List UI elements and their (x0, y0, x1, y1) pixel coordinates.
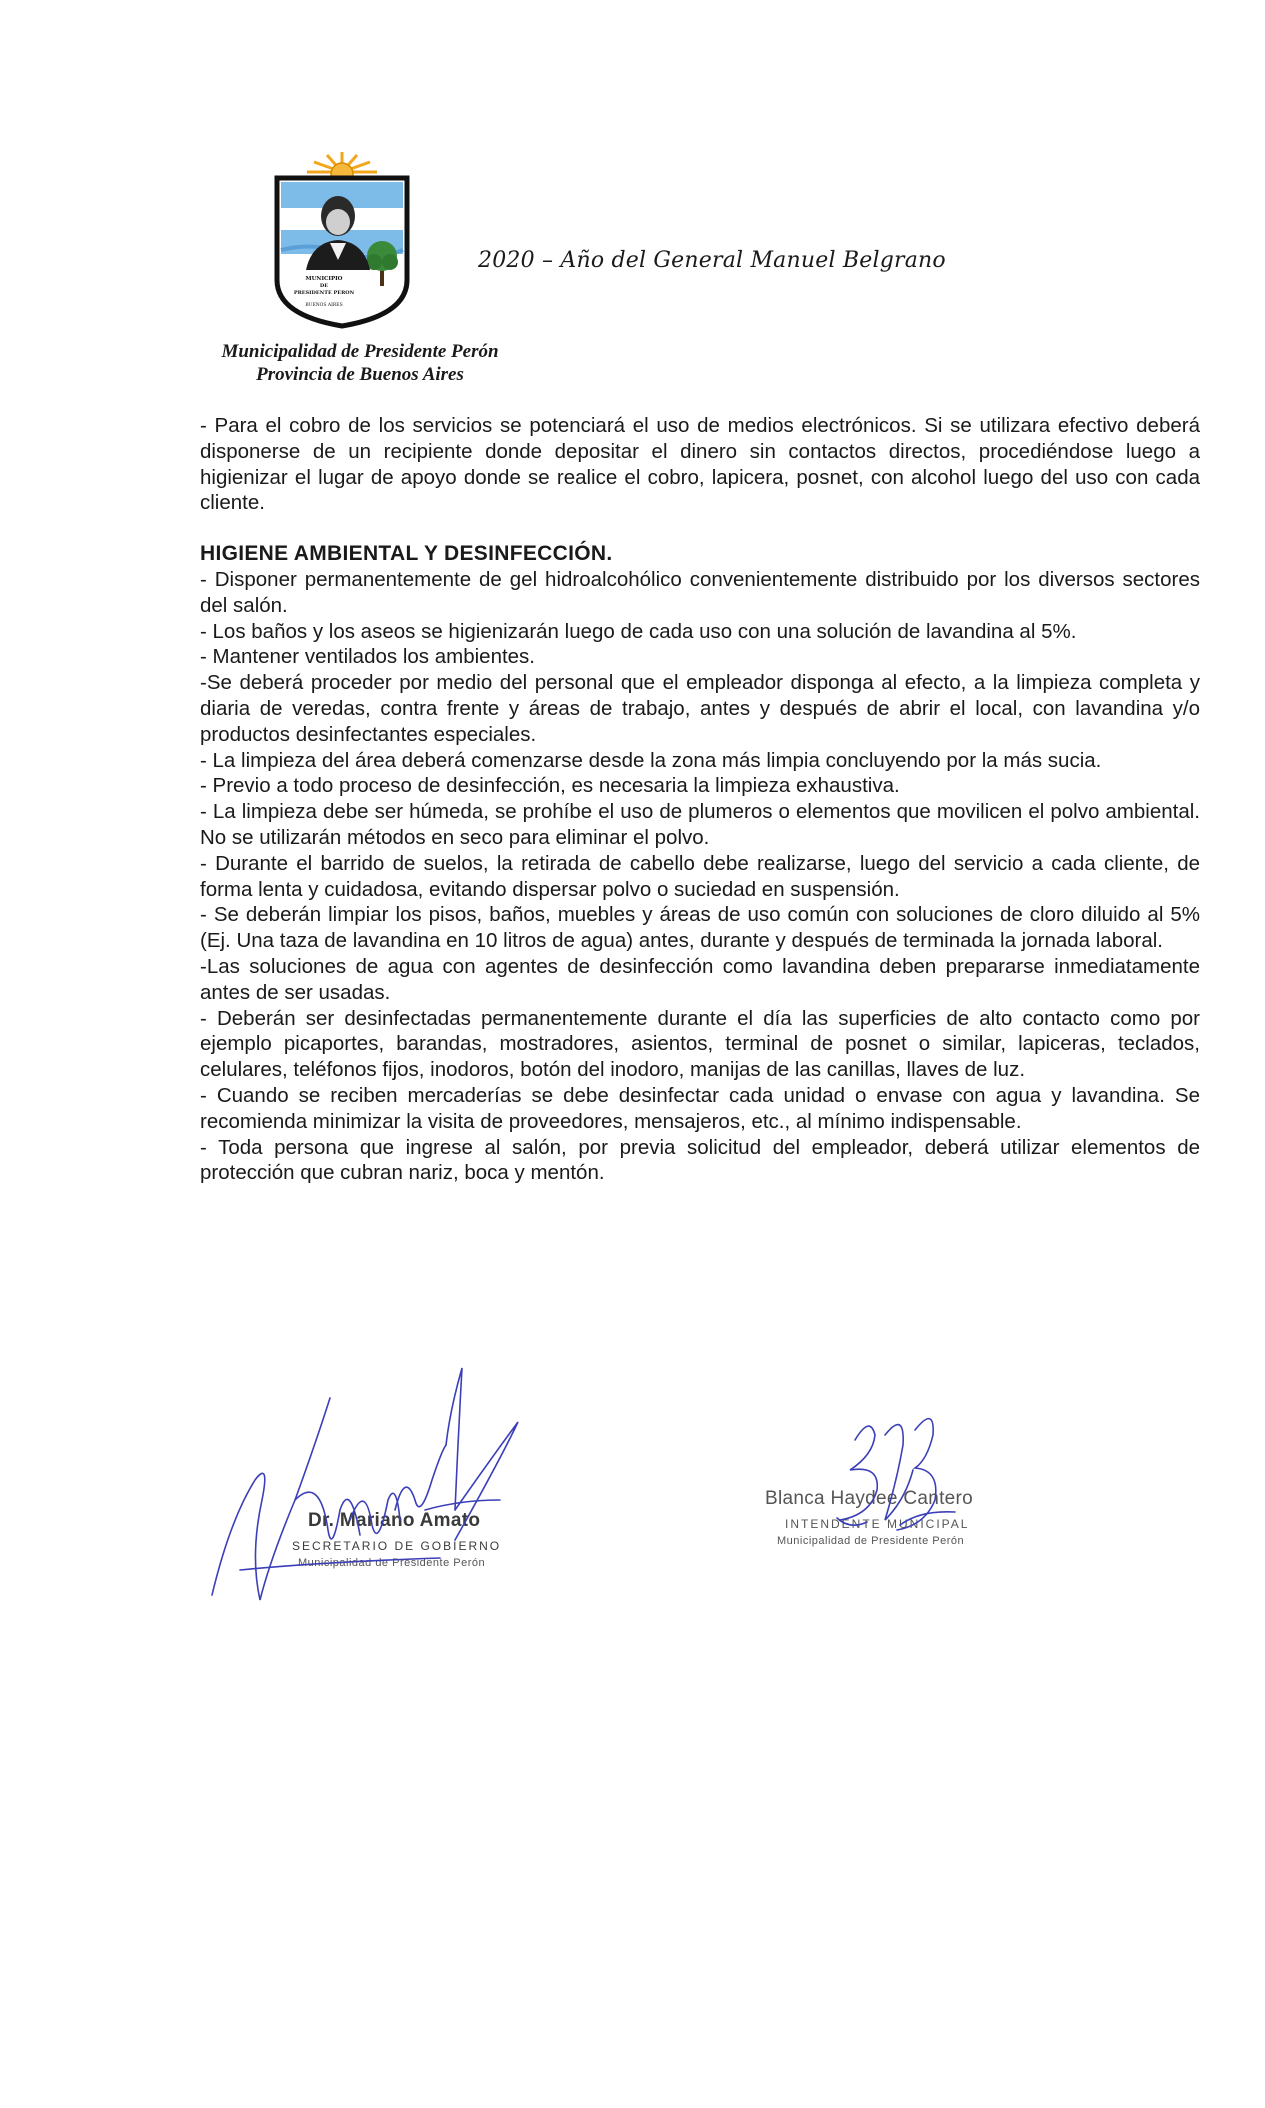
signature-block-secretary (200, 1350, 620, 1620)
list-item: -Las soluciones de agua con agentes de desinfección como lavandina deben prepararse inmediatamente antes de ser usadas. (200, 954, 1200, 1004)
svg-text:MUNICIPIO: MUNICIPIO (305, 276, 343, 282)
svg-text:BUENOS AIRES: BUENOS AIRES (305, 303, 343, 308)
list-item: - Durante el barrido de suelos, la retirada de cabello debe realizarse, luego del servicio a cada cliente, de forma lenta y cuidadosa, evitando dispersar polvo o suciedad en suspensión. (200, 851, 1200, 901)
svg-text:DE: DE (319, 283, 329, 289)
list-item: - Toda persona que ingrese al salón, por previa solicitud del empleador, deberá utilizar elementos de protección que cubran nariz, boca y mentón. (200, 1135, 1200, 1185)
list-item: - Mantener ventilados los ambientes. (200, 645, 536, 669)
handwritten-signature-icon (200, 1350, 620, 1620)
document-body (200, 413, 1200, 1186)
section-heading: HIGIENE AMBIENTAL Y DESINFECCIÓN. (200, 542, 613, 566)
list-item: - Deberán ser desinfectadas permanentemente durante el día las superficies de alto contacto como por ejemplo picaportes, barandas, mostradores, asientos, terminal de posnet o similar, lapiceras, teclados, celulares, teléfonos fijos, inodoros, botón del inodoro, manijas de las canillas, llaves de luz. (200, 1006, 1200, 1082)
list-item: - Cuando se reciben mercaderías se debe desinfectar cada unidad o envase con agua y lavandina. Se recomienda minimizar la visita de proveedores, mensajeros, etc., al mínimo indispensable. (200, 1083, 1200, 1133)
signatory-role: INTENDENTE MUNICIPAL (785, 1517, 970, 1531)
list-item: - Disponer permanentemente de gel hidroalcohólico convenientemente distribuido por los diversos sectores del salón. (200, 567, 1200, 617)
intro-paragraph: - Para el cobro de los servicios se potenciará el uso de medios electrónicos. Si se utilizara efectivo deberá disponerse de un recipiente donde depositar el dinero sin contactos directos, procediéndose luego a higienizar el lugar de apoyo donde se realice el cobro, lapicera, posnet, con alcohol luego del uso con cada cliente. (200, 414, 1200, 515)
list-item: -Se deberá proceder por medio del personal que el empleador disponga al efecto, a la limpieza completa y diaria de veredas, contra frente y áreas de trabajo, antes y después de abrir el local, con lavandina y/o productos desinfectantes especiales. (200, 671, 1200, 746)
signature-block-mayor (755, 1400, 1015, 1600)
signatory-name: Blanca Haydee Cantero (765, 1488, 974, 1509)
signatory-role: SECRETARIO DE GOBIERNO (292, 1539, 502, 1553)
signatory-name: Dr. Mariano Amato (308, 1510, 481, 1531)
signatory-organization: Municipalidad de Presidente Perón (298, 1557, 486, 1569)
municipality-name: Municipalidad de Presidente Perón (221, 341, 499, 362)
list-item: - Previo a todo proceso de desinfección, es necesaria la limpieza exhaustiva. (200, 774, 900, 798)
list-item: - Se deberán limpiar los pisos, baños, muebles y áreas de uso común con soluciones de cloro diluido al 5% (Ej. Una taza de lavandina en 10 litros de agua) antes, durante y después de terminada la jornada laboral. (200, 903, 1200, 953)
list-item: - La limpieza del área deberá comenzarse desde la zona más limpia concluyendo por la más sucia. (200, 748, 1102, 772)
signatory-organization: Municipalidad de Presidente Perón (777, 1535, 965, 1547)
list-item: - Los baños y los aseos se higienizarán luego de cada uso con una solución de lavandina al 5%. (200, 619, 1077, 643)
municipal-crest-logo (272, 150, 412, 330)
crest-emblem-icon (272, 150, 412, 330)
province-name: Provincia de Buenos Aires (256, 364, 464, 385)
svg-text:PRESIDENTE PERON: PRESIDENTE PERON (293, 290, 355, 296)
year-motto: 2020 – Año del General Manuel Belgrano (478, 248, 946, 273)
municipality-heading (200, 340, 520, 386)
list-item: - La limpieza debe ser húmeda, se prohíbe el uso de plumeros o elementos que movilicen el polvo ambiental. No se utilizarán métodos en seco para eliminar el polvo. (200, 800, 1200, 849)
